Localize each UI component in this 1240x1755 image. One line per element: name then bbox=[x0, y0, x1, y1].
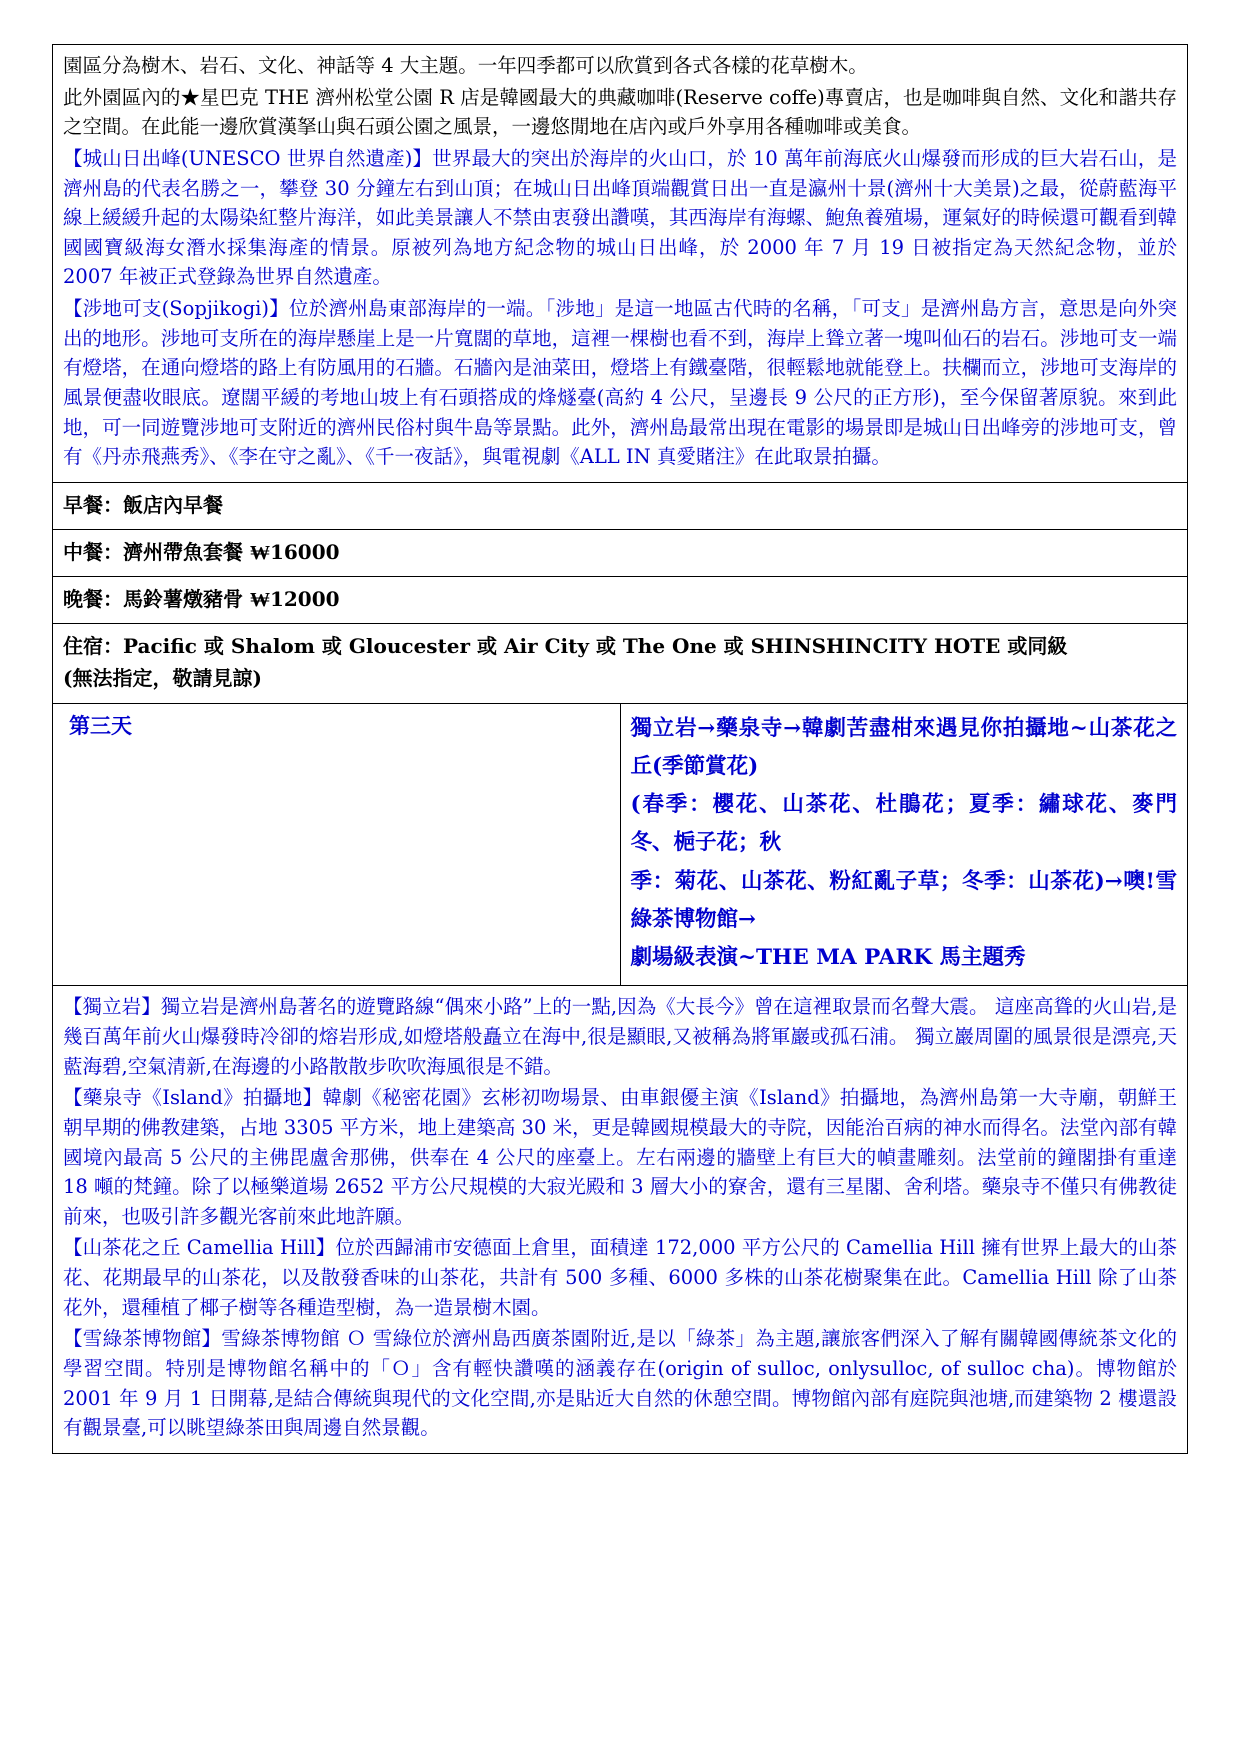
paragraph-camellia-hill: 【山茶花之丘 Camellia Hill】位於西歸浦市安德面上倉里，面積達 172,000 平方公尺的 Camellia Hill 擁有世界上最大的山茶花、花期最早的山茶花，以及散發香味的山茶花，共計有 500 多種、6000 多株的山茶花樹聚集在此。Camellia Hill 除了山茶花外，還種植了椰子樹等各種造型樹，為一造景樹木園。 bbox=[63, 1236, 1177, 1319]
paragraph-sopjikogi: 【涉地可支(Sopjikogi)】位於濟州島東部海岸的一端。「涉地」是這一地區古代時的名稱，「可支」是濟州島方言，意思是向外突出的地形。涉地可支所在的海岸懸崖上是一片寬闊的草地，這裡一棵樹也看不到，海岸上聳立著一塊叫仙石的岩石。涉地可支一端有燈塔，在通向燈塔的路上有防風用的石牆。石牆內是油菜田，燈塔上有鐵臺階，很輕鬆地就能登上。扶欄而立，涉地可支海岸的風景便盡收眼底。遼闊平緩的考地山坡上有石頭搭成的烽燧臺(高約 4 公尺，呈邊長 9 公尺的正方形)，至今保留著原貌。來到此地，可一同遊覽涉地可支附近的濟州民俗村與牛島等景點。此外，濟州島最常出現在電影的場景即是城山日出峰旁的涉地可支，曾有《丹赤飛燕秀》、《李在守之亂》、《千一夜話》，與電視劇《ALL IN 真愛賭注》在此取景拍攝。 bbox=[63, 297, 1177, 469]
day3-title-line-1: 獨立岩→藥泉寺→韓劇苦盡柑來遇見你拍攝地~山茶花之丘(季節賞花) bbox=[630, 715, 1177, 779]
day3-label-cell bbox=[53, 703, 621, 986]
paragraph-park-themes: 園區分為樹木、岩石、文化、神話等 4 大主題。一年四季都可以欣賞到各式各樣的花草樹木。 bbox=[63, 54, 868, 77]
lunch-label: 中餐：濟州帶魚套餐 ₩16000 bbox=[63, 539, 340, 564]
paragraph-dokripam: 【獨立岩】獨立岩是濟州島著名的遊覽路線“偶來小路”上的一點,因為《大長今》曾在這裡取景而名聲大震。 這座高聳的火山岩,是幾百萬年前火山爆發時冷卻的熔岩形成,如燈塔般矗立在海中,很是顯眼,又被稱為將軍巖或孤石浦。 獨立巖周圍的風景很是漂亮,天藍海碧,空氣清新,在海邊的小路散散步吹吹海風很是不錯。 bbox=[63, 995, 1177, 1078]
table-row-day3-description bbox=[53, 986, 1188, 1453]
day3-title-line-4: 劇場級表演~THE MA PARK 馬主題秀 bbox=[630, 945, 1026, 971]
day3-label: 第三天 bbox=[69, 712, 132, 738]
breakfast-cell bbox=[53, 482, 1188, 529]
table-row-lunch bbox=[53, 529, 1188, 576]
day3-title-line-2: (春季：櫻花、山茶花、杜鵑花；夏季：繡球花、麥門冬、梔子花；秋 bbox=[630, 792, 1177, 856]
day3-description-cell bbox=[53, 986, 1188, 1453]
paragraph-seongsan-ilchulbong: 【城山日出峰(UNESCO 世界自然遺產)】世界最大的突出於海岸的火山口，於 10 萬年前海底火山爆發而形成的巨大岩石山，是濟州島的代表名勝之一，攀登 30 分鐘左右到山頂；在城山日出峰頂端觀賞日出一直是瀛州十景(濟州十大美景)之最，從蔚藍海平線上緩緩升起的太陽染紅整片海洋，如此美景讓人不禁由衷發出讚嘆，其西海岸有海螺、鮑魚養殖場，運氣好的時候還可觀看到韓國國寶級海女潛水採集海產的情景。原被列為地方紀念物的城山日出峰，於 2000 年 7 月 19 日被指定為天然紀念物，並於 2007 年被正式登錄為世界自然遺產。 bbox=[63, 146, 1177, 289]
day3-title-cell bbox=[620, 703, 1188, 986]
dinner-label: 晚餐：馬鈴薯燉豬骨 ₩12000 bbox=[63, 586, 340, 611]
table-row-day2-description bbox=[53, 45, 1188, 483]
paragraph-starbucks: 此外園區內的★星巴克 THE 濟州松堂公園 R 店是韓國最大的典藏咖啡(Reserve coffe)專賣店，也是咖啡與自然、文化和諧共存之空間。在此能一邊欣賞漢拏山與石頭公園之風景，一邊悠閒地在店內或戶外享用各種咖啡或美食。 bbox=[63, 85, 1177, 139]
accommodation-cell bbox=[53, 623, 1188, 703]
dinner-cell bbox=[53, 576, 1188, 623]
accommodation-line-1: 住宿：Pacific 或 Shalom 或 Gloucester 或 Air City 或 The One 或 SHINSHINCITY HOTE 或同級 bbox=[63, 633, 1068, 658]
table-row-dinner bbox=[53, 576, 1188, 623]
table-row-accommodation bbox=[53, 623, 1188, 703]
itinerary-table bbox=[52, 44, 1188, 1454]
accommodation-line-2: (無法指定，敬請見諒) bbox=[63, 666, 262, 691]
table-row-breakfast bbox=[53, 482, 1188, 529]
paragraph-yakcheonsa: 【藥泉寺《Island》拍攝地】韓劇《秘密花園》玄彬初吻場景、由車銀優主演《Island》拍攝地，為濟州島第一大寺廟，朝鮮王朝早期的佛教建築，占地 3305 平方米，地上建築高 30 米，更是韓國規模最大的寺院，因能治百病的神水而得名。法堂內部有韓國境內最高 5 公尺的主佛毘盧舍那佛，供奉在 4 公尺的座臺上。左右兩邊的牆壁上有巨大的幀畫雕刻。法堂前的鐘閣掛有重達 18 噸的梵鐘。除了以極樂道場 2652 平方公尺規模的大寂光殿和 3 層大小的寮舍，還有三星閣、舍利塔。藥泉寺不僅只有佛教徒前來，也吸引許多觀光客前來此地許願。 bbox=[63, 1086, 1177, 1228]
day3-title-line-3: 季：菊花、山茶花、粉紅亂子草；冬季：山茶花)→噢!雪綠茶博物館→ bbox=[630, 868, 1177, 932]
breakfast-label: 早餐：飯店內早餐 bbox=[63, 492, 223, 517]
paragraph-osulloc-museum: 【雪綠茶博物館】雪綠茶博物館 Ｏ 雪綠位於濟州島西廣茶園附近,是以「綠茶」為主題,讓旅客們深入了解有關韓國傳統茶文化的學習空間。特別是博物館名稱中的「Ｏ」含有輕快讚嘆的涵義存在(origin of sulloc, onlysulloc, of sulloc cha)。博物館於 2001 年 9 月 1 日開幕,是結合傳統與現代的文化空間,亦是貼近大自然的休憩空間。博物館內部有庭院與池塘,而建築物 2 樓還設有觀景臺,可以眺望綠茶田與周邊自然景觀。 bbox=[63, 1327, 1177, 1440]
day2-description-cell bbox=[53, 45, 1188, 483]
lunch-cell bbox=[53, 529, 1188, 576]
table-row-day3-header bbox=[53, 703, 1188, 986]
